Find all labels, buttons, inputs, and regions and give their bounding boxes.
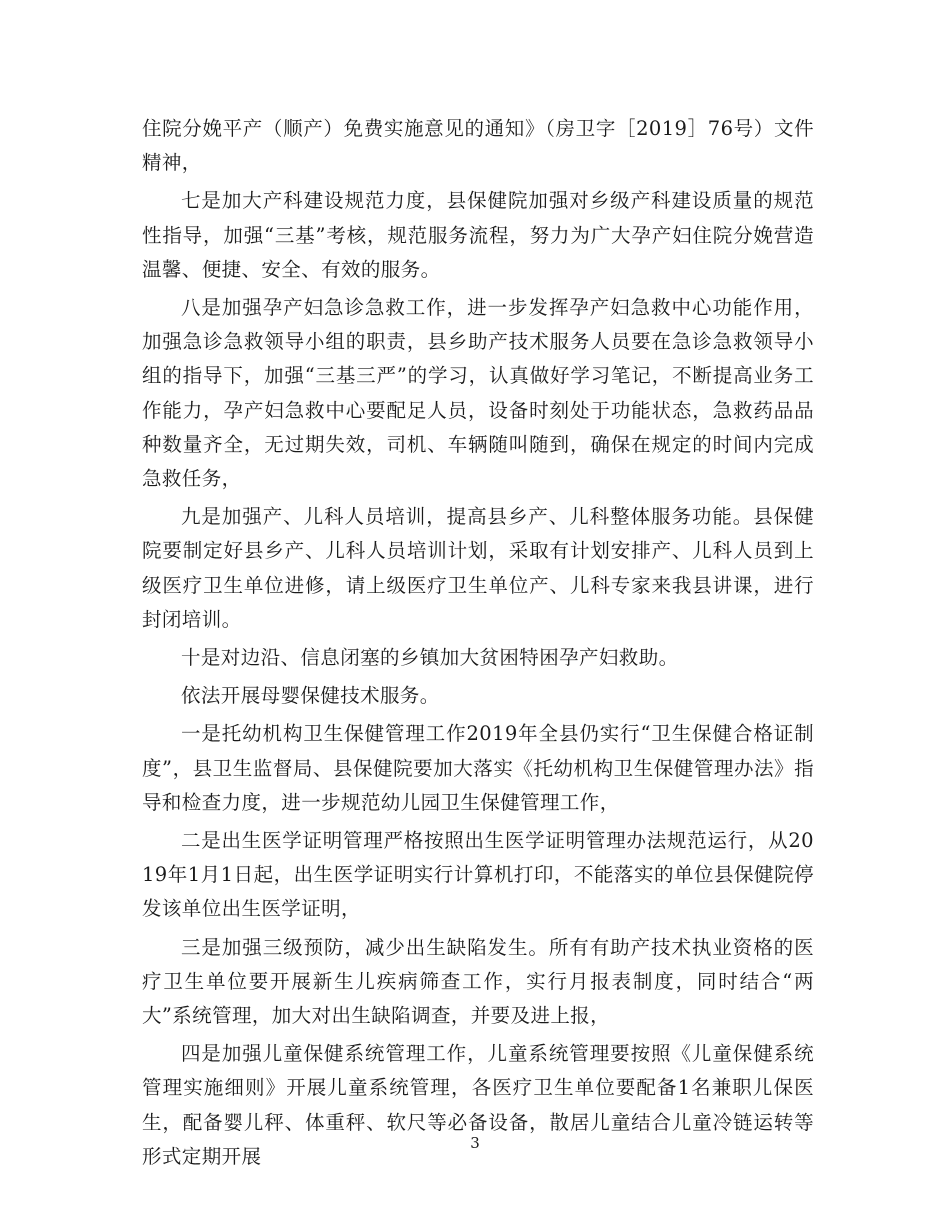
paragraph-9: 三是加强三级预防，减少出生缺陷发生。所有有助产技术执业资格的医疗卫生单位要开展新生儿疾病筛查工作，实行月报表制度，同时结合“两大”系统管理，加大对出生缺陷调查，并要及进上报， — [142, 935, 814, 1028]
paragraph-2: 七是加大产科建设规范力度，县保健院加强对乡级产科建设质量的规范性指导，加强“三基”考核，规范服务流程，努力为广大孕产妇住院分娩营造温馨、便捷、安全、有效的服务。 — [142, 189, 814, 281]
paragraph-3: 八是加强孕产妇急诊急救工作，进一步发挥孕产妇急救中心功能作用，加强急诊急救领导小组的职责，县乡助产技术服务人员要在急诊急救领导小组的指导下，加强“三基三严”的学习，认真做好学习笔记，不断提高业务工作能力，孕产妇急救中心要配足人员，设备时刻处于功能状态，急救药品品种数量齐全，无过期失效，司机、车辆随叫随到，确保在规定的时间内完成急救任务， — [142, 296, 814, 491]
paragraph-8: 二是出生医学证明管理严格按照出生医学证明管理办法规范运行，从2019年1月1日起，出生医学证明实行计算机打印，不能落实的单位县保健院停发该单位出生医学证明， — [142, 829, 814, 921]
page-number: 3 — [470, 1134, 480, 1152]
paragraph-4: 九是加强产、儿科人员培训，提高县乡产、儿科整体服务功能。县保健院要制定好县乡产、儿科人员培训计划，采取有计划安排产、儿科人员到上级医疗卫生单位进修，请上级医疗卫生单位产、儿科专家来我县讲课，进行封闭培训。 — [142, 505, 814, 631]
paragraph-6: 依法开展母婴保健技术服务。 — [181, 684, 440, 708]
paragraph-5: 十是对边沿、信息闭塞的乡镇加大贫困特困孕产妇救助。 — [181, 646, 679, 670]
document-body — [142, 112, 814, 1178]
paragraph-1: 住院分娩平产（顺产）免费实施意见的通知》（房卫字［2019］76号）文件精神， — [142, 117, 814, 175]
paragraph-10: 四是加强儿童保健系统管理工作，儿童系统管理要按照《儿童保健系统管理实施细则》开展儿童系统管理，各医疗卫生单位要配备1名兼职儿保医生，配备婴儿秤、体重秤、软尺等必备设备，散居儿童结合儿童冷链运转等形式定期开展 — [142, 1042, 814, 1168]
paragraph-7: 一是托幼机构卫生保健管理工作2019年全县仍实行“卫生保健合格证制度”，县卫生监督局、县保健院要加大落实《托幼机构卫生保健管理办法》指导和检查力度，进一步规范幼儿园卫生保健管理工作， — [142, 722, 814, 814]
